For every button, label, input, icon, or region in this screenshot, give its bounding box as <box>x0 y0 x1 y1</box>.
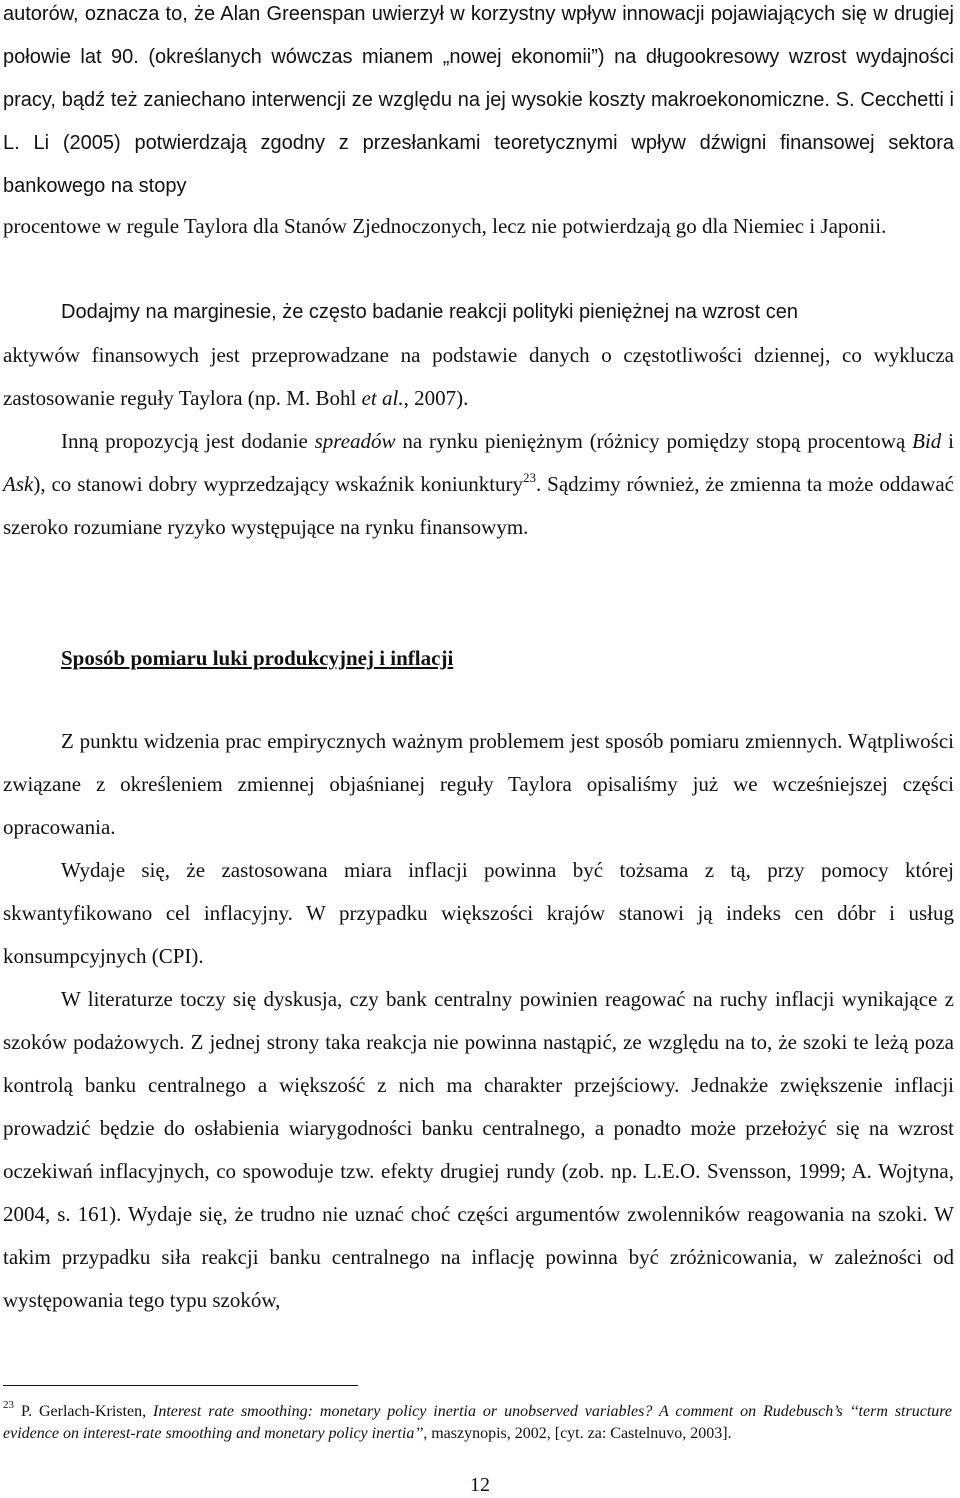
italic-spreadow: spreadów <box>314 429 396 453</box>
footnote-source: , maszynopis, 2002, [cyt. za: Castelnuvo, 2003]. <box>423 1425 732 1442</box>
footnote-number: 23 <box>3 1399 14 1411</box>
paragraph-text: aktywów finansowych jest przeprowadzane na podstawie danych o częstotliwości dziennej, co wyklucza zastosowanie reguły Taylora (np. M. Bohl <box>3 343 954 410</box>
paragraph-text: na rynku pieniężnym (różnicy pomiędzy stopą procentową <box>395 429 913 453</box>
paragraph-text: ), co stanowi dobry wyprzedzający wskaźnik koniunktury <box>33 472 524 496</box>
paragraph-text: Wydaje się, że zastosowana miara inflacji powinna być tożsama z tą, przy pomocy której skwantyfikowano cel inflacyjny. W przypadku większości krajów stanowi ją indeks cen dóbr i usług konsumpcyjnych (CPI). <box>3 858 954 968</box>
paragraph-margin-note <box>3 291 954 334</box>
paragraph-text: Dodajmy na marginesie, że często badanie reakcji polityki pieniężnej na wzrost cen <box>61 301 799 323</box>
paragraph-supply-shocks <box>3 978 954 1322</box>
footnote-separator <box>3 1385 358 1386</box>
page-number: 12 <box>470 1474 490 1496</box>
footnote-title: Interest rate smoothing: monetary policy inertia or unobserved variables? A comment on Rudebusch’s ‘‘term structure evidence on interest-rate smoothing and monetary policy inertia’’ <box>3 1403 953 1442</box>
paragraph-cecchetti <box>3 0 954 208</box>
paragraph-text: . Sądzimy również, że zmienna ta może oddawać szeroko rozumiane ryzyko występujące na rynku finansowym. <box>3 472 954 539</box>
italic-bid: Bid <box>912 429 942 453</box>
paragraph-text: , 2007). <box>403 386 469 410</box>
paragraph-text: Z punktu widzenia prac empirycznych ważnym problemem jest sposób pomiaru zmiennych. Wątpliwości związane z określeniem zmiennej objaśnianej reguły Taylora opisaliśmy już we wcześniejszej części opracowania. <box>3 729 954 839</box>
paragraph-text: procentowe w regule Taylora dla Stanów Zjednoczonych, lecz nie potwierdzają go dla Niemiec i Japonii. <box>3 214 887 238</box>
paragraph-spreads <box>3 420 954 549</box>
italic-ask: Ask <box>3 472 34 496</box>
paragraph-measurement <box>3 720 954 849</box>
italic-et-al: et al. <box>361 386 404 410</box>
footnote-author: P. Gerlach-Kristen, <box>14 1403 154 1420</box>
paragraph-text: W literaturze toczy się dyskusja, czy bank centralny powinien reagować na ruchy inflacji wynikające z szoków podażowych. Z jednej strony taka reakcja nie powinna nastąpić, ze względu na to, że szoki te leżą poza kontrolą banku centralnego a większość z nich ma charakter przejściowy. Jednakże zwiększenie inflacji prowadzić będzie do osłabienia wiarygodności banku centralnego, a ponadto może przełożyć się na wzrost oczekiwań inflacyjnych, co spowoduje tzw. efekty drugiej rundy (zob. np. L.E.O. Svensson, 1999; A. Wojtyna, 2004, s. 161). Wydaje się, że trudno nie uznać choć części argumentów zwolenników reagowania na szoki. W takim przypadku siła reakcji banku centralnego na inflację powinna być zróżnicowania, w zależności od występowania tego typu szoków, <box>3 987 954 1312</box>
paragraph-text: autorów, oznacza to, że Alan Greenspan uwierzył w korzystny wpływ innowacji pojawiających się w drugiej połowie lat 90. (określanych wówczas mianem „nowej ekonomii”) na długookresowy wzrost wydajności pracy, bądź też zaniechano interwencji ze względu na jej wysokie koszty makroekonomiczne. S. Cecchetti i L. Li (2005) potwierdzają zgodny z przesłankami teoretycznymi wpływ dźwigni finansowej sektora bankowego na stopy <box>3 3 954 197</box>
paragraph-text: Inną propozycją jest dodanie <box>61 429 315 453</box>
section-heading: Sposób pomiaru luki produkcyjnej i inflacji <box>61 646 454 670</box>
paragraph-asset-prices <box>3 334 954 420</box>
paragraph-inflation-measure <box>3 849 954 978</box>
paragraph-text: i <box>941 429 954 453</box>
footnote <box>3 1401 952 1445</box>
footnote-reference: 23 <box>523 470 537 485</box>
paragraph-taylor-rule-us <box>3 205 954 248</box>
